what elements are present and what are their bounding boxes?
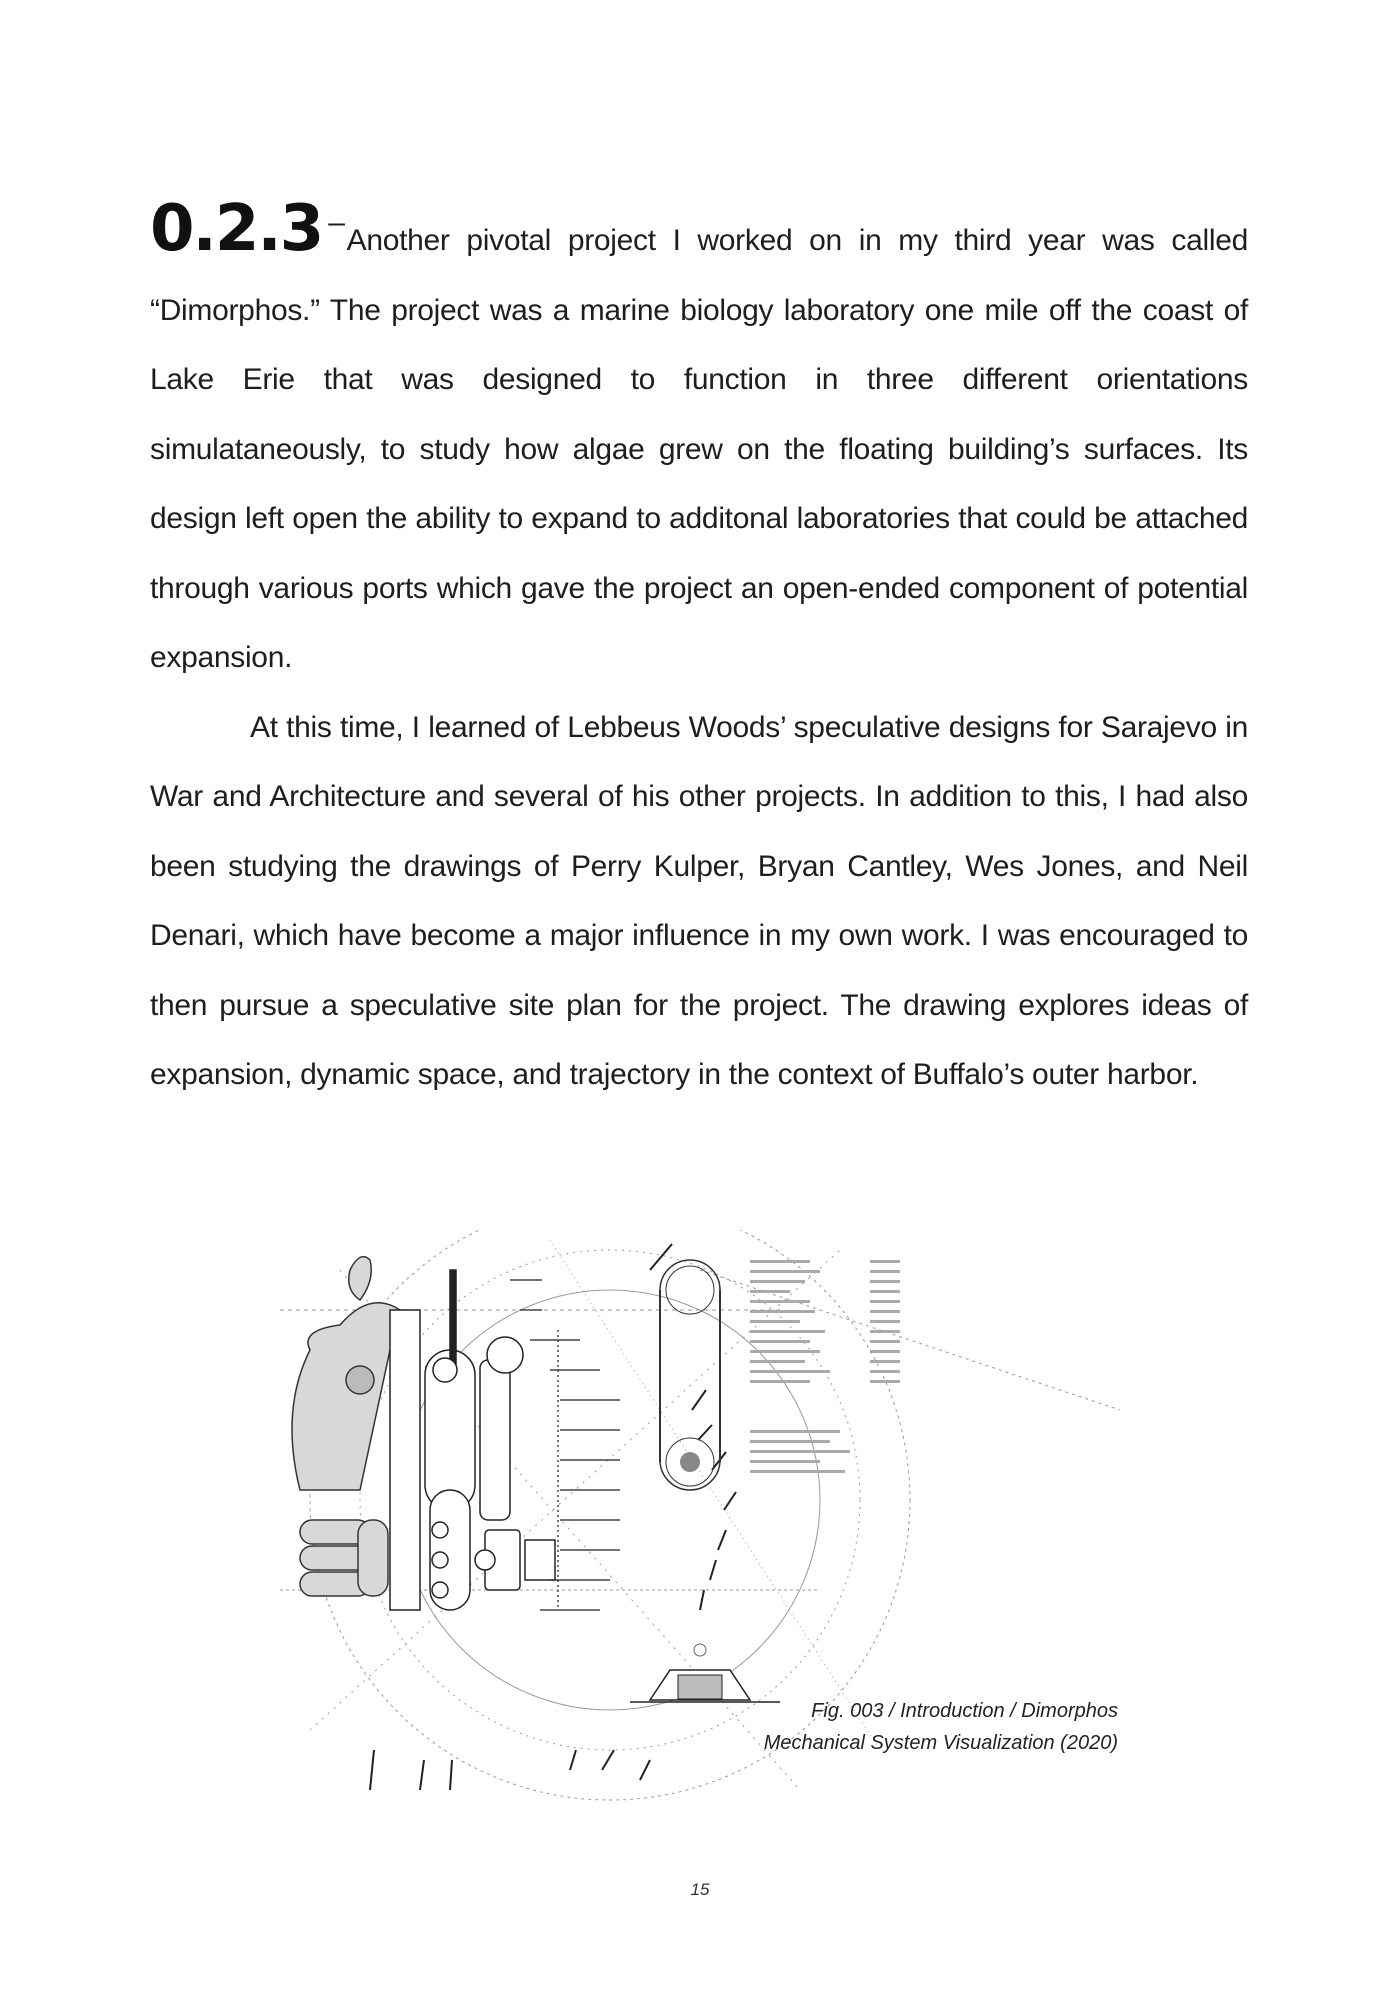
caption-line-2: Mechanical System Visualization (2020) bbox=[763, 1732, 1118, 1754]
machine-body bbox=[292, 1257, 403, 1596]
page-number: 15 bbox=[690, 1880, 710, 1899]
conveyor-assembly bbox=[660, 1260, 720, 1490]
mechanical-section bbox=[390, 1270, 555, 1610]
section-number: 0.2.3 bbox=[150, 192, 323, 266]
paragraph-1-text: Another pivotal project I worked on in my third year was called “Dimorphos.” The project was a marine biology laboratory one mile off the coast of Lake Erie that was designed to function in three different orientations simulataneously, to study how algae grew on the floating building’s surfaces. Its design left open the ability to expand to additonal laboratories that could be attached through various ports which gave the project an open-ended component of potential expansion. bbox=[150, 224, 1248, 674]
section-dash: – bbox=[328, 206, 345, 239]
lift-detail bbox=[630, 1644, 780, 1702]
body-text bbox=[150, 188, 1248, 1110]
figure-caption bbox=[618, 1695, 1118, 1759]
paragraph-1 bbox=[150, 188, 1248, 693]
paragraph-2: At this time, I learned of Lebbeus Woods’ speculative designs for Sarajevo in War and Architecture and several of his other projects. In addition to this, I had also been studying the drawings of Perry Kulper, Bryan Cantley, Wes Jones, and Neil Denari, which have become a major influence in my own work. I was encouraged to then pursue a speculative site plan for the project. The drawing explores ideas of expansion, dynamic space, and trajectory in the context of Buffalo’s outer harbor. bbox=[150, 710, 1248, 1091]
caption-line-1: Fig. 003 / Introduction / Dimorphos bbox=[811, 1700, 1118, 1722]
